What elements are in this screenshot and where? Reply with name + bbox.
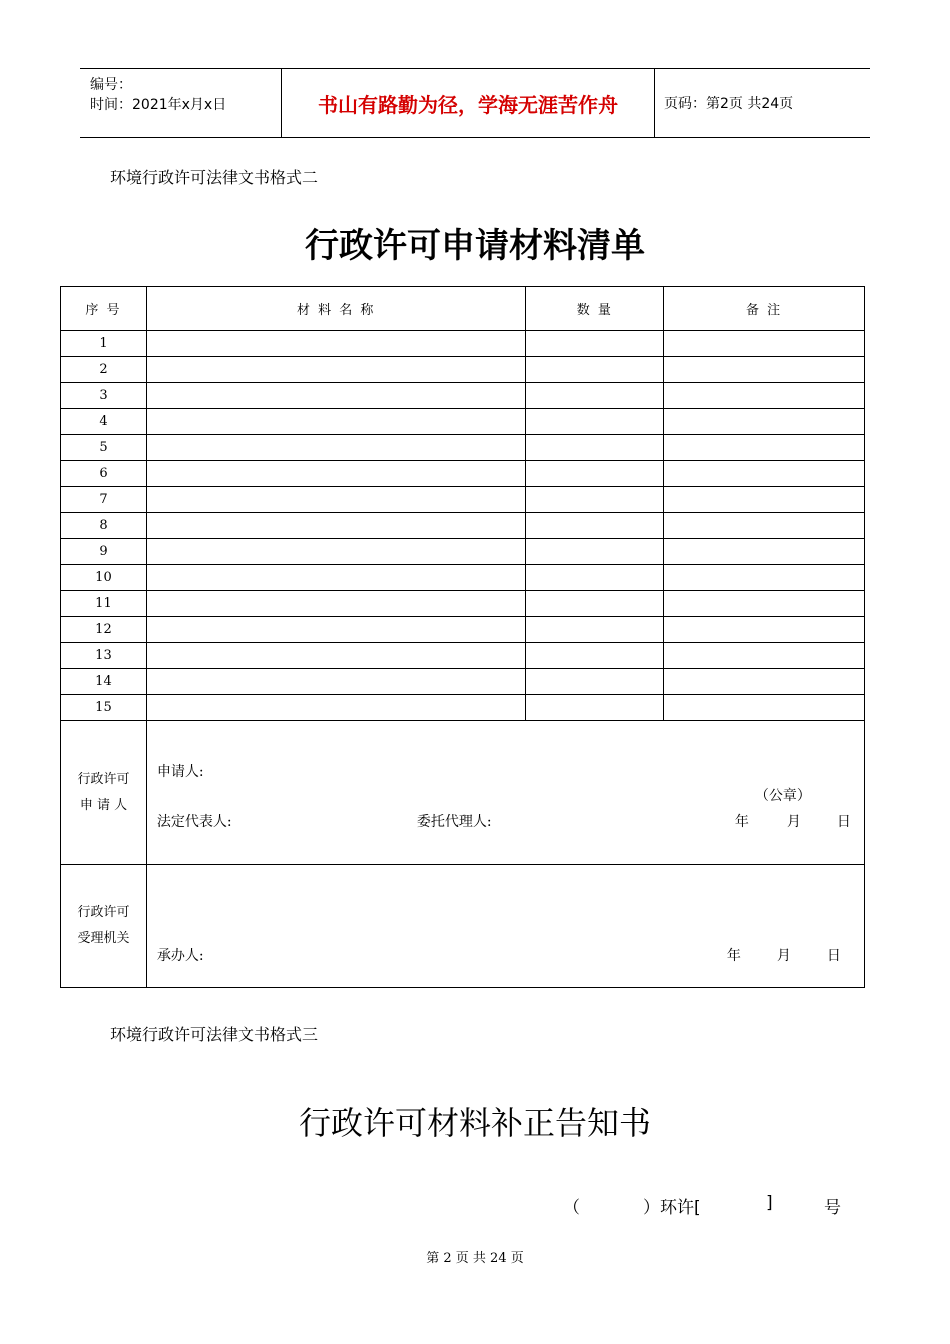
row-number: 11 — [61, 591, 147, 617]
remarks-cell[interactable] — [664, 617, 865, 643]
material-name-cell[interactable] — [146, 487, 526, 513]
number-label: 编号： — [90, 77, 132, 93]
applicant-info-cell — [146, 721, 864, 865]
table-header-row — [61, 287, 865, 331]
table-row — [61, 435, 865, 461]
header-motto: 书山有路勤为径，学海无涯苦作舟 — [281, 69, 655, 137]
applicant-side-line2: 申 请 人 — [79, 797, 128, 813]
quantity-cell[interactable] — [526, 591, 664, 617]
material-name-cell[interactable] — [146, 539, 526, 565]
applicant-row — [61, 721, 865, 865]
material-name-cell[interactable] — [146, 357, 526, 383]
header-page-label: 页码：第2页 共24页 — [664, 96, 794, 112]
document-title-correction-notice: 行政许可材料补正告知书 — [298, 1104, 651, 1142]
table-row — [61, 357, 865, 383]
agency-side-label — [61, 865, 147, 988]
material-name-cell[interactable] — [146, 565, 526, 591]
doc-number-suffix: 号 — [824, 1198, 841, 1218]
material-name-cell[interactable] — [146, 591, 526, 617]
quantity-cell[interactable] — [526, 643, 664, 669]
table-row — [61, 383, 865, 409]
table-row — [61, 487, 865, 513]
row-number: 12 — [61, 617, 147, 643]
remarks-cell[interactable] — [664, 487, 865, 513]
remarks-cell[interactable] — [664, 539, 865, 565]
table-row — [61, 669, 865, 695]
applicant-day-label: 日 — [836, 814, 851, 830]
table-row — [61, 617, 865, 643]
time-label: 时间：2021年x月x日 — [90, 97, 227, 113]
doc-number-close-bracket: ] — [766, 1193, 773, 1213]
table-row — [61, 643, 865, 669]
table-row — [61, 331, 865, 357]
material-name-cell[interactable] — [146, 409, 526, 435]
legal-representative-label: 法定代表人: — [156, 814, 232, 830]
quantity-cell[interactable] — [526, 461, 664, 487]
section-label-format-2: 环境行政许可法律文书格式二 — [110, 168, 319, 187]
table-row — [61, 513, 865, 539]
section-label-format-3: 环境行政许可法律文书格式三 — [110, 1025, 319, 1044]
header-remarks: 备 注 — [664, 287, 865, 331]
agency-day-label: 日 — [826, 948, 841, 964]
quantity-cell[interactable] — [526, 409, 664, 435]
agency-row — [61, 865, 865, 988]
material-name-cell[interactable] — [146, 669, 526, 695]
applicant-label: 申请人: — [156, 764, 204, 780]
applicant-side-label — [61, 721, 147, 865]
quantity-cell[interactable] — [526, 513, 664, 539]
agency-month-label: 月 — [776, 948, 791, 964]
header-seq: 序 号 — [61, 287, 147, 331]
row-number: 14 — [61, 669, 147, 695]
table-row — [61, 591, 865, 617]
applicant-month-label: 月 — [786, 814, 801, 830]
table-row — [61, 695, 865, 721]
row-number: 10 — [61, 565, 147, 591]
remarks-cell[interactable] — [664, 695, 865, 721]
page-footer: 第 2 页 共 24 页 — [426, 1251, 524, 1266]
page-header — [80, 68, 870, 138]
remarks-cell[interactable] — [664, 591, 865, 617]
remarks-cell[interactable] — [664, 357, 865, 383]
remarks-cell[interactable] — [664, 409, 865, 435]
remarks-cell[interactable] — [664, 435, 865, 461]
remarks-cell[interactable] — [664, 331, 865, 357]
row-number: 7 — [61, 487, 147, 513]
handler-label: 承办人: — [156, 948, 204, 964]
remarks-cell[interactable] — [664, 383, 865, 409]
row-number: 1 — [61, 331, 147, 357]
row-number: 6 — [61, 461, 147, 487]
row-number: 4 — [61, 409, 147, 435]
agency-info-cell — [146, 865, 864, 988]
row-number: 15 — [61, 695, 147, 721]
agency-year-label: 年 — [726, 948, 741, 964]
table-row — [61, 461, 865, 487]
agency-side-line1: 行政许可 — [77, 905, 130, 920]
row-number: 3 — [61, 383, 147, 409]
applicant-year-label: 年 — [734, 814, 749, 830]
material-name-cell[interactable] — [146, 617, 526, 643]
row-number: 2 — [61, 357, 147, 383]
quantity-cell[interactable] — [526, 435, 664, 461]
materials-table — [60, 286, 865, 988]
quantity-cell[interactable] — [526, 617, 664, 643]
agency-side-line2: 受理机关 — [77, 931, 130, 946]
table-row — [61, 409, 865, 435]
remarks-cell[interactable] — [664, 669, 865, 695]
remarks-cell[interactable] — [664, 461, 865, 487]
material-name-cell[interactable] — [146, 383, 526, 409]
material-name-cell[interactable] — [146, 331, 526, 357]
quantity-cell[interactable] — [526, 357, 664, 383]
doc-number-prefix: ）环许[ — [643, 1198, 701, 1218]
header-material-name: 材 料 名 称 — [146, 287, 526, 331]
remarks-cell[interactable] — [664, 643, 865, 669]
quantity-cell[interactable] — [526, 487, 664, 513]
remarks-cell[interactable] — [664, 513, 865, 539]
material-name-cell[interactable] — [146, 695, 526, 721]
material-name-cell[interactable] — [146, 435, 526, 461]
quantity-cell[interactable] — [526, 695, 664, 721]
quantity-cell[interactable] — [526, 539, 664, 565]
applicant-side-line1: 行政许可 — [77, 771, 130, 787]
table-row — [61, 565, 865, 591]
document-title-materials-list: 行政许可申请材料清单 — [305, 226, 645, 266]
agent-label: 委托代理人: — [416, 814, 492, 830]
material-name-cell[interactable] — [146, 513, 526, 539]
quantity-cell[interactable] — [526, 331, 664, 357]
material-name-cell[interactable] — [146, 461, 526, 487]
quantity-cell[interactable] — [526, 669, 664, 695]
quantity-cell[interactable] — [526, 383, 664, 409]
row-number: 13 — [61, 643, 147, 669]
row-number: 8 — [61, 513, 147, 539]
header-quantity: 数 量 — [526, 287, 664, 331]
header-meta — [90, 75, 226, 115]
row-number: 5 — [61, 435, 147, 461]
material-name-cell[interactable] — [146, 643, 526, 669]
table-row — [61, 539, 865, 565]
quantity-cell[interactable] — [526, 565, 664, 591]
remarks-cell[interactable] — [664, 565, 865, 591]
doc-number-open-paren: （ — [563, 1198, 580, 1218]
row-number: 9 — [61, 539, 147, 565]
seal-label: （公章） — [754, 788, 811, 804]
